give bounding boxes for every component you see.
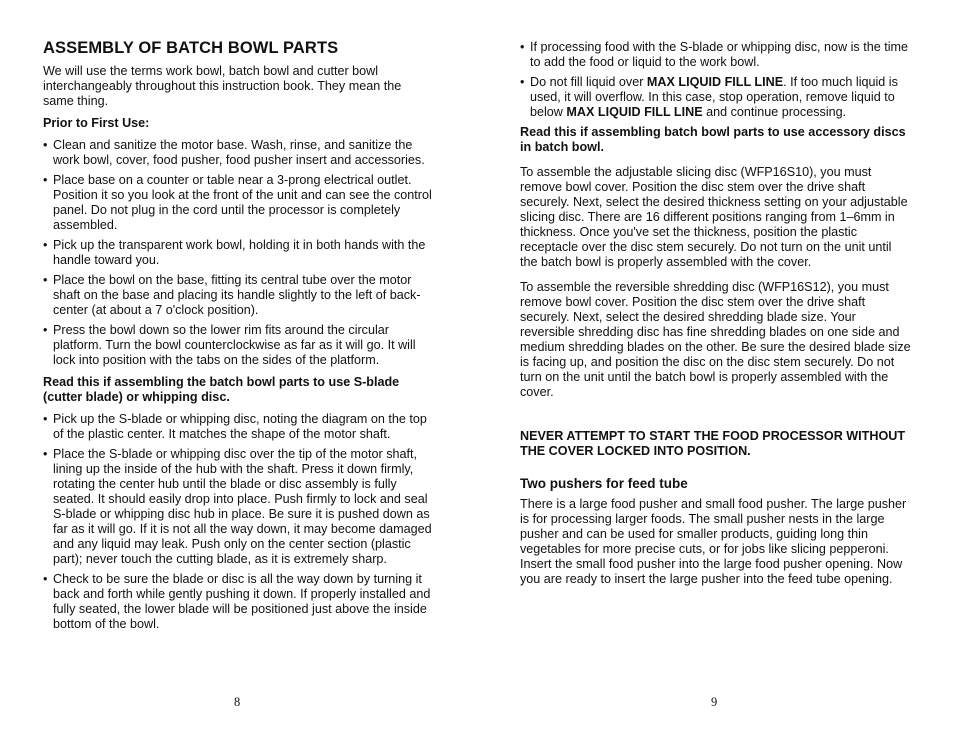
page-number-right: 9 bbox=[711, 695, 718, 709]
prior-use-list bbox=[43, 138, 435, 368]
bullet-icon: • bbox=[43, 138, 48, 152]
pushers-paragraph: There is a large food pusher and small food pusher. The large pusher is for processing larger foods. The small pusher nests in the large pusher and can be used for smaller products, guiding long thin vegetables for more precise cuts, or for jobs like slicing pepperoni. Insert the small food pusher into the large food pusher opening. Now you are ready to insert the large pusher into the feed tube opening. bbox=[520, 497, 907, 586]
max-fill-line-label: MAX LIQUID FILL LINE bbox=[646, 75, 784, 89]
list-item: • Do not fill liquid over MAX LIQUID FILL LINE. If too much liquid is used, it will overflow. In this case, stop operation, remove liquid to below MAX LIQUID FILL LINE and continue processing. bbox=[520, 75, 898, 119]
list-item: • If processing food with the S-blade or whipping disc, now is the time to add the food or liquid to the work bowl. bbox=[520, 40, 909, 69]
pushers-heading: Two pushers for feed tube bbox=[520, 476, 688, 491]
bullet-icon: • bbox=[520, 75, 525, 89]
list-item: • Pick up the transparent work bowl, holding it in both hands with the handle toward you. bbox=[43, 238, 426, 267]
intro-paragraph: We will use the terms work bowl, batch bowl and cutter bowl interchangeably throughout this instruction book. They mean the same thing. bbox=[43, 64, 402, 108]
liquid-list bbox=[520, 40, 912, 120]
page-number-left: 8 bbox=[234, 695, 241, 709]
list-item: • Pick up the S-blade or whipping disc, noting the diagram on the top of the plastic center. It matches the shape of the motor shaft. bbox=[43, 412, 427, 441]
sblade-heading: Read this if assembling the batch bowl parts to use S-blade (cutter blade) or whipping disc. bbox=[43, 375, 400, 404]
warning-text: NEVER ATTEMPT TO START THE FOOD PROCESSOR WITHOUT THE COVER LOCKED INTO POSITION. bbox=[520, 429, 906, 458]
max-fill-line-label: MAX LIQUID FILL LINE bbox=[566, 105, 703, 119]
prior-use-heading: Prior to First Use: bbox=[43, 116, 150, 130]
list-item: • Check to be sure the blade or disc is all the way down by turning it back and forth while gently pushing it down. If properly installed and fully seated, the lower blade will be positioned just above the inside bottom of the bowl. bbox=[43, 572, 431, 631]
page-title: ASSEMBLY OF BATCH BOWL PARTS bbox=[43, 39, 339, 57]
list-item: • Place base on a counter or table near a 3-prong electrical outlet. Position it so you look at the front of the unit and can see the control panel. Do not plug in the cord until the processor is completely assembled. bbox=[43, 173, 432, 232]
bullet-icon: • bbox=[43, 238, 48, 252]
bullet-icon: • bbox=[43, 173, 48, 187]
bullet-icon: • bbox=[43, 447, 48, 461]
sblade-list bbox=[43, 412, 435, 632]
bullet-icon: • bbox=[43, 323, 48, 337]
right-page bbox=[520, 40, 912, 594]
bullet-icon: • bbox=[43, 273, 48, 287]
left-page bbox=[43, 38, 435, 637]
bullet-icon: • bbox=[43, 572, 48, 586]
accessory-heading: Read this if assembling batch bowl parts to use accessory discs in batch bowl. bbox=[520, 125, 906, 154]
slicing-paragraph: To assemble the adjustable slicing disc (WFP16S10), you must remove bowl cover. Position the disc stem over the drive shaft securely. Next, select the desired thickness setting on your adjustable slicing disc. There are 16 different positions ranging from 1–6mm in thickness. Once you've set the thickness, position the plastic receptacle over the disc stem securely. Do not turn on the unit until the batch bowl is properly assembled with the cover. bbox=[520, 165, 908, 269]
list-item: • Press the bowl down so the lower rim fits around the circular platform. Turn the bowl counterclockwise as far as it will go. It will lock into position with the tabs on the sides of the platform. bbox=[43, 323, 416, 367]
bullet-icon: • bbox=[520, 40, 525, 54]
list-item: • Place the bowl on the base, fitting its central tube over the motor shaft on the base and placing its handle slightly to the left of back-center (at about a 7 o'clock position). bbox=[43, 273, 421, 317]
list-item: • Place the S-blade or whipping disc over the tip of the motor shaft, lining up the inside of the hub with the shaft. Press it down firmly, rotating the center hub until the blade or disc assembly is fully seated. It should easily drop into place. Push firmly to lock and seal S-blade or whipping disc hub in place. Be sure it is pushed down as far as it will go. If it is not all the way down, it may become damaged and any liquid may leak. Push only on the center section (plastic part); never touch the cutting blade, as it is extremely sharp. bbox=[43, 447, 432, 566]
list-item: • Clean and sanitize the motor base. Wash, rinse, and sanitize the work bowl, cover, food pusher, food pusher insert and accessories. bbox=[43, 138, 425, 167]
shredding-paragraph: To assemble the reversible shredding disc (WFP16S12), you must remove bowl cover. Position the disc stem over the drive shaft securely. Next, select the desired shredding blade size. Your reversible shredding disc has fine shredding blades on one side and medium shredding blades on the other. Be sure the desired blade size is facing up, and position the disc on the disc stem securely. Do not turn on the unit until the batch bowl is properly assembled with the cover. bbox=[520, 280, 911, 399]
bullet-icon: • bbox=[43, 412, 48, 426]
